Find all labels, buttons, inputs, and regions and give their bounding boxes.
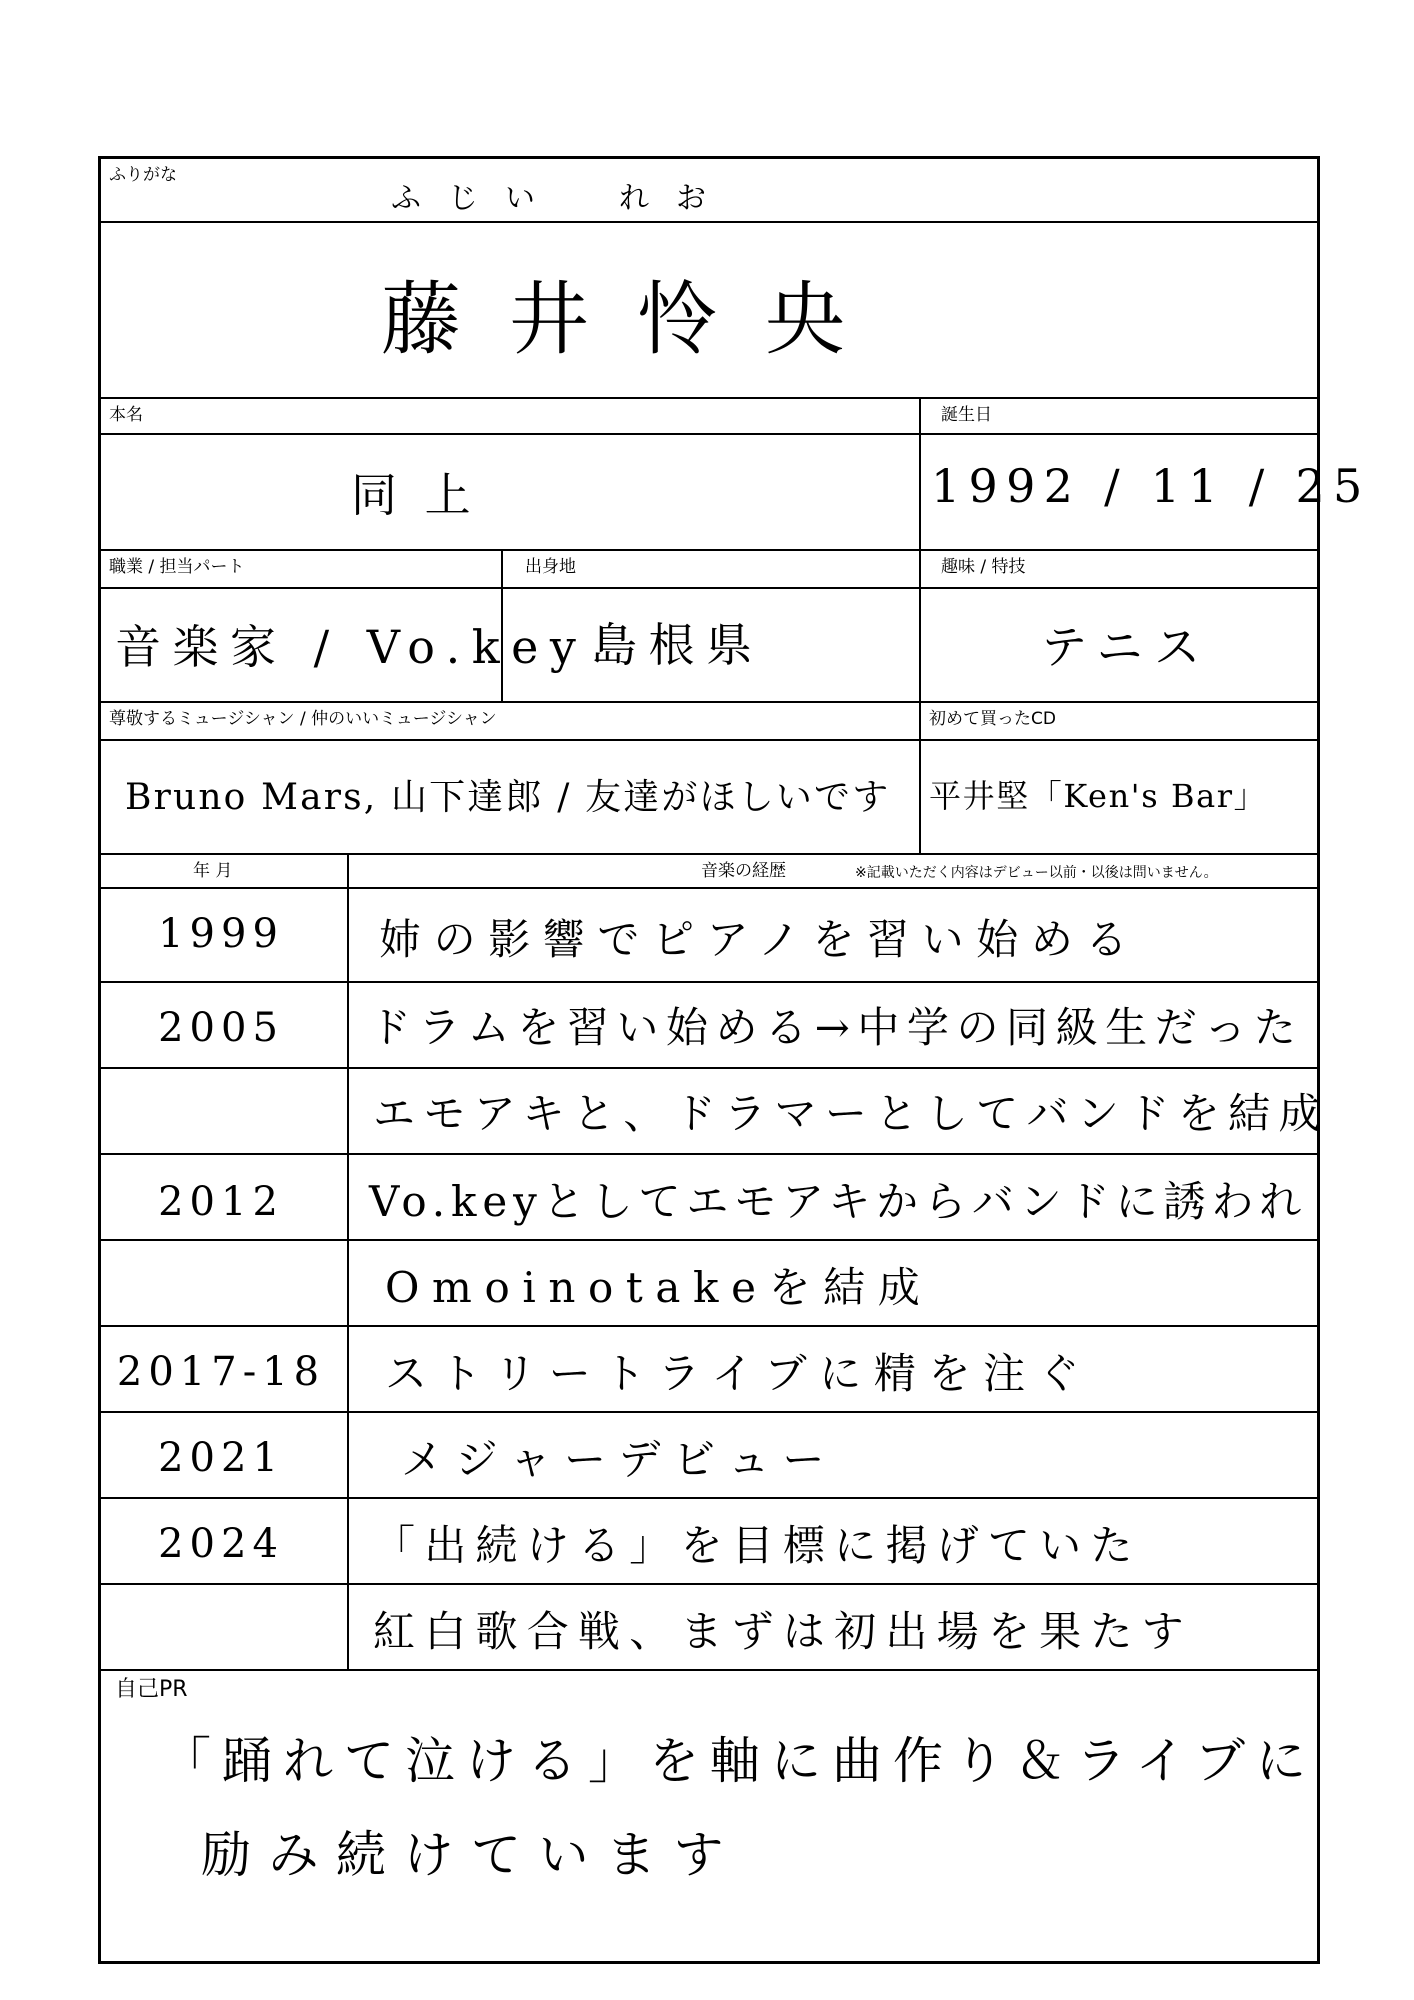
history-year: 2012	[158, 1179, 284, 1225]
furigana-label: ふりがな	[109, 165, 177, 185]
history-text: メジャーデビュー	[401, 1435, 837, 1484]
occupation-value: 音楽家 / Vo.key	[115, 620, 588, 674]
divider	[919, 397, 921, 853]
divider	[101, 887, 1317, 889]
furigana-value: ふじい れお	[391, 181, 733, 216]
divider	[101, 1669, 1317, 1671]
divider	[101, 433, 1317, 435]
history-text: Omoinotakeを結成	[385, 1263, 933, 1312]
birthday-label: 誕生日	[941, 405, 992, 425]
history-text: エモアキと、ドラマーとしてバンドを結成	[373, 1089, 1329, 1138]
music-history-label: 音楽の経歴	[701, 861, 786, 881]
history-note: ※記載いただく内容はデビュー以前・以後は問いません。	[855, 865, 1218, 881]
musicians-value: Bruno Mars, 山下達郎 / 友達がほしいです	[125, 777, 891, 818]
self-pr-line: 「踊れて泣ける」を軸に曲作り＆ライブに	[161, 1732, 1317, 1790]
divider	[347, 853, 349, 1669]
history-year: 2024	[158, 1521, 284, 1567]
history-year: 2005	[158, 1005, 284, 1051]
divider	[101, 1239, 1317, 1241]
divider	[101, 739, 1317, 741]
divider	[101, 1153, 1317, 1155]
hometown-label: 出身地	[525, 557, 576, 577]
divider	[101, 701, 1317, 703]
first-cd-value: 平井堅「Ken's Bar」	[929, 777, 1268, 815]
history-year: 2021	[158, 1435, 284, 1481]
self-pr-line: 励み続けています	[201, 1826, 741, 1884]
musicians-label: 尊敬するミュージシャン / 仲のいいミュージシャン	[109, 709, 497, 729]
divider	[101, 1067, 1317, 1069]
year-month-label: 年 月	[193, 861, 233, 881]
real-name-value: 同上	[351, 468, 499, 522]
history-text: 姉の影響でピアノを習い始める	[379, 915, 1141, 964]
profile-form	[98, 156, 1371, 1964]
divider	[101, 1583, 1317, 1585]
name-value: 藤井怜央	[381, 273, 893, 366]
history-text: Vo.keyとしてエモアキからバンドに誘われ	[369, 1177, 1308, 1226]
history-text: 「出続ける」を目標に掲げていた	[373, 1521, 1142, 1570]
first-cd-label: 初めて買ったCD	[929, 709, 1056, 729]
history-year: 2017-18	[116, 1349, 326, 1395]
history-text: 紅白歌合戦、まずは初出場を果たす	[373, 1607, 1193, 1656]
self-pr-label: 自己PR	[115, 1677, 188, 1702]
hobby-label: 趣味 / 特技	[941, 557, 1026, 577]
divider	[101, 221, 1317, 223]
history-text: ドラムを習い始める→中学の同級生だった	[369, 1003, 1304, 1052]
history-text: ストリートライブに精を注ぐ	[385, 1349, 1093, 1398]
divider	[101, 981, 1317, 983]
occupation-label: 職業 / 担当パート	[109, 557, 245, 577]
real-name-label: 本名	[109, 405, 143, 425]
hometown-value: 島根県	[591, 618, 764, 672]
divider	[101, 1325, 1317, 1327]
hobby-value: テニス	[1041, 620, 1212, 674]
divider	[101, 853, 1317, 855]
divider	[101, 587, 1317, 589]
divider	[101, 397, 1317, 399]
history-year: 1999	[158, 911, 284, 957]
divider	[101, 1497, 1317, 1499]
divider	[101, 1411, 1317, 1413]
divider	[101, 549, 1317, 551]
birthday-value: 1992 / 11 / 25	[931, 459, 1371, 513]
